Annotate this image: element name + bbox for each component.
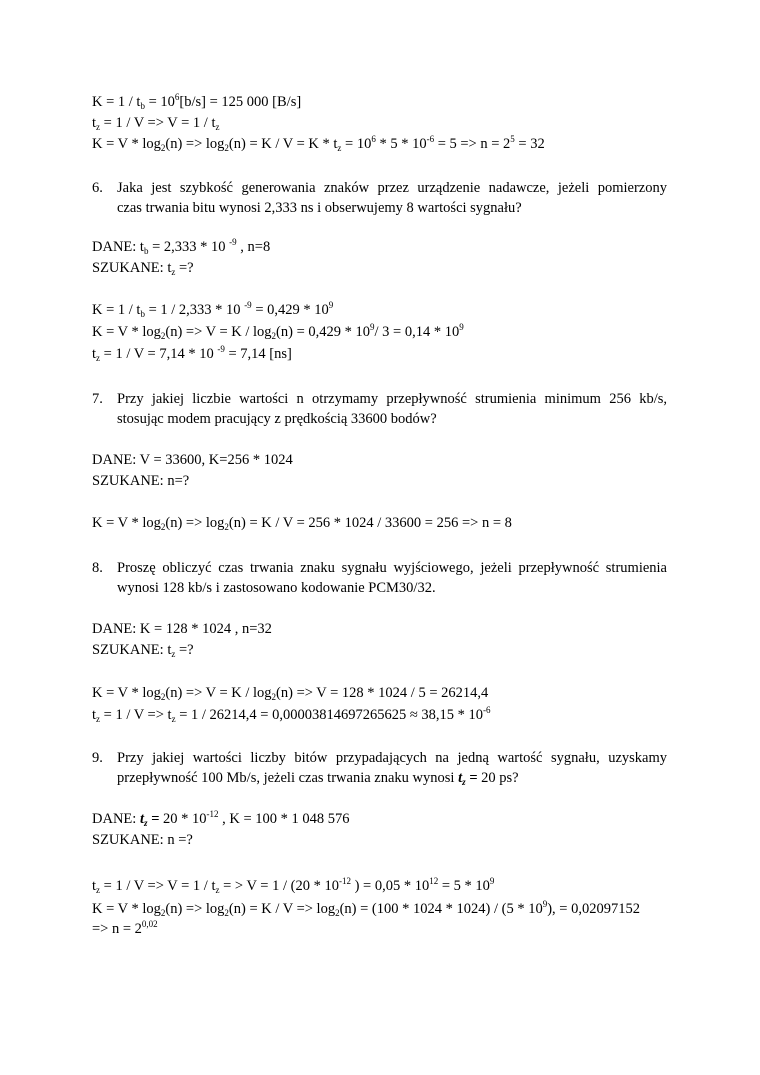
question-text: Przy jakiej wartości liczby bitów przypadających na jedną wartość sygnału, uzyskamy bbox=[117, 750, 667, 766]
question-number: 8. bbox=[92, 560, 103, 576]
formula-line: $K = 1 / t_b = 1 / 2,333 * 10$ $^{-9} = 0,429 * 10^9$ bbox=[92, 300, 334, 319]
question-text: czas trwania bitu wynosi 2,333 ns i obserwujemy 8 wartości sygnału? bbox=[117, 200, 522, 216]
formula-line: $K = 1 / t_b = 10^6[b/s] = 125$ 000 [B/s] bbox=[92, 92, 302, 111]
given-data: DANE: K = 128 * 1024 , n=32 bbox=[92, 621, 272, 637]
formula-line: $K = V * \log_2(n) => V = K / \log_2(n) => V = 128 * 1024 / 5 = 26214,4$ bbox=[92, 685, 489, 702]
formula-line: $t_z = 1 / V => V = 1 / t_z$ = > $V = 1 / (20 * 10^{-12}$ ) = $0,05 * 10^{12} = 5 * 10^9$ bbox=[92, 876, 495, 895]
formula-line: $t_z = 1 / V => V = 1 / t_z$ bbox=[92, 115, 220, 132]
formula-line: $t_z = 1 / V => t_z = 1 / 26214,4 = 0,00003814697265625 \approx 38,15 * 10^{-6}$ bbox=[92, 705, 491, 724]
formula-line: $K = V * \log_2(n) => V = K / \log_2(n) = 0,429 * 10^9/$ $3 = 0,14 * 10^9$ bbox=[92, 322, 464, 341]
question-text: Przy jakiej liczbie wartości n otrzymamy przepływność strumienia minimum 256 kb/s, bbox=[117, 391, 667, 407]
sought-data: SZUKANE: n=? bbox=[92, 473, 190, 489]
sought-data: SZUKANE: $t_z$ =? bbox=[92, 260, 194, 277]
given-data: DANE: $t_b = 2,333 * 10$ $^{-9}$ , n=8 bbox=[92, 237, 271, 256]
given-data: DANE: $t_z = 20 * 10^{-12}$ , K = 100 * 1 048 576 bbox=[92, 809, 350, 828]
question-text: Jaka jest szybkość generowania znaków przez urządzenie nadawcze, jeżeli pomierzony bbox=[117, 180, 667, 196]
formula-line: $K = V * \log_2(n) => \log_2(n) = K / V => \log_2(n) = (100 * 1024 * 1024) / (5 * 10^9)$, = 0,02097152 bbox=[92, 899, 640, 918]
sought-data: SZUKANE: n =? bbox=[92, 832, 193, 848]
sought-data: SZUKANE: $t_z$ =? bbox=[92, 642, 194, 659]
question-text: wynosi 128 kb/s i zastosowano kodowanie PCM30/32. bbox=[117, 580, 436, 596]
question-number: 9. bbox=[92, 750, 103, 766]
formula-line: $K = V * \log_2(n) => \log_2(n) = K / V = 256 * 1024 / 33600 = 256 => n = 8$ bbox=[92, 515, 512, 532]
question-text: przepływność 100 Mb/s, jeżeli czas trwania znaku wynosi $t_z = 20$ ps? bbox=[117, 770, 519, 787]
question-text: stosując modem pracujący z prędkością 33600 bodów? bbox=[117, 411, 437, 427]
question-number: 7. bbox=[92, 391, 103, 407]
given-data: DANE: V = 33600, K=256 * 1024 bbox=[92, 452, 293, 468]
question-text: Proszę obliczyć czas trwania znaku sygnału wyjściowego, jeżeli przepływność strumienia bbox=[117, 560, 667, 576]
formula-line: $K = V * \log_2(n) => \log_2(n) = K / V = K * t_z = 10^6 * 5 * 10^{-6} = 5 => n = 2^5 = 32$ bbox=[92, 134, 545, 153]
formula-line: => $n = 2^{0,02}$ bbox=[92, 919, 158, 937]
question-number: 6. bbox=[92, 180, 103, 196]
formula-line: $t_z = 1 / V = 7,14 * 10$ $^{-9}$ = 7,14 [ns] bbox=[92, 344, 292, 363]
